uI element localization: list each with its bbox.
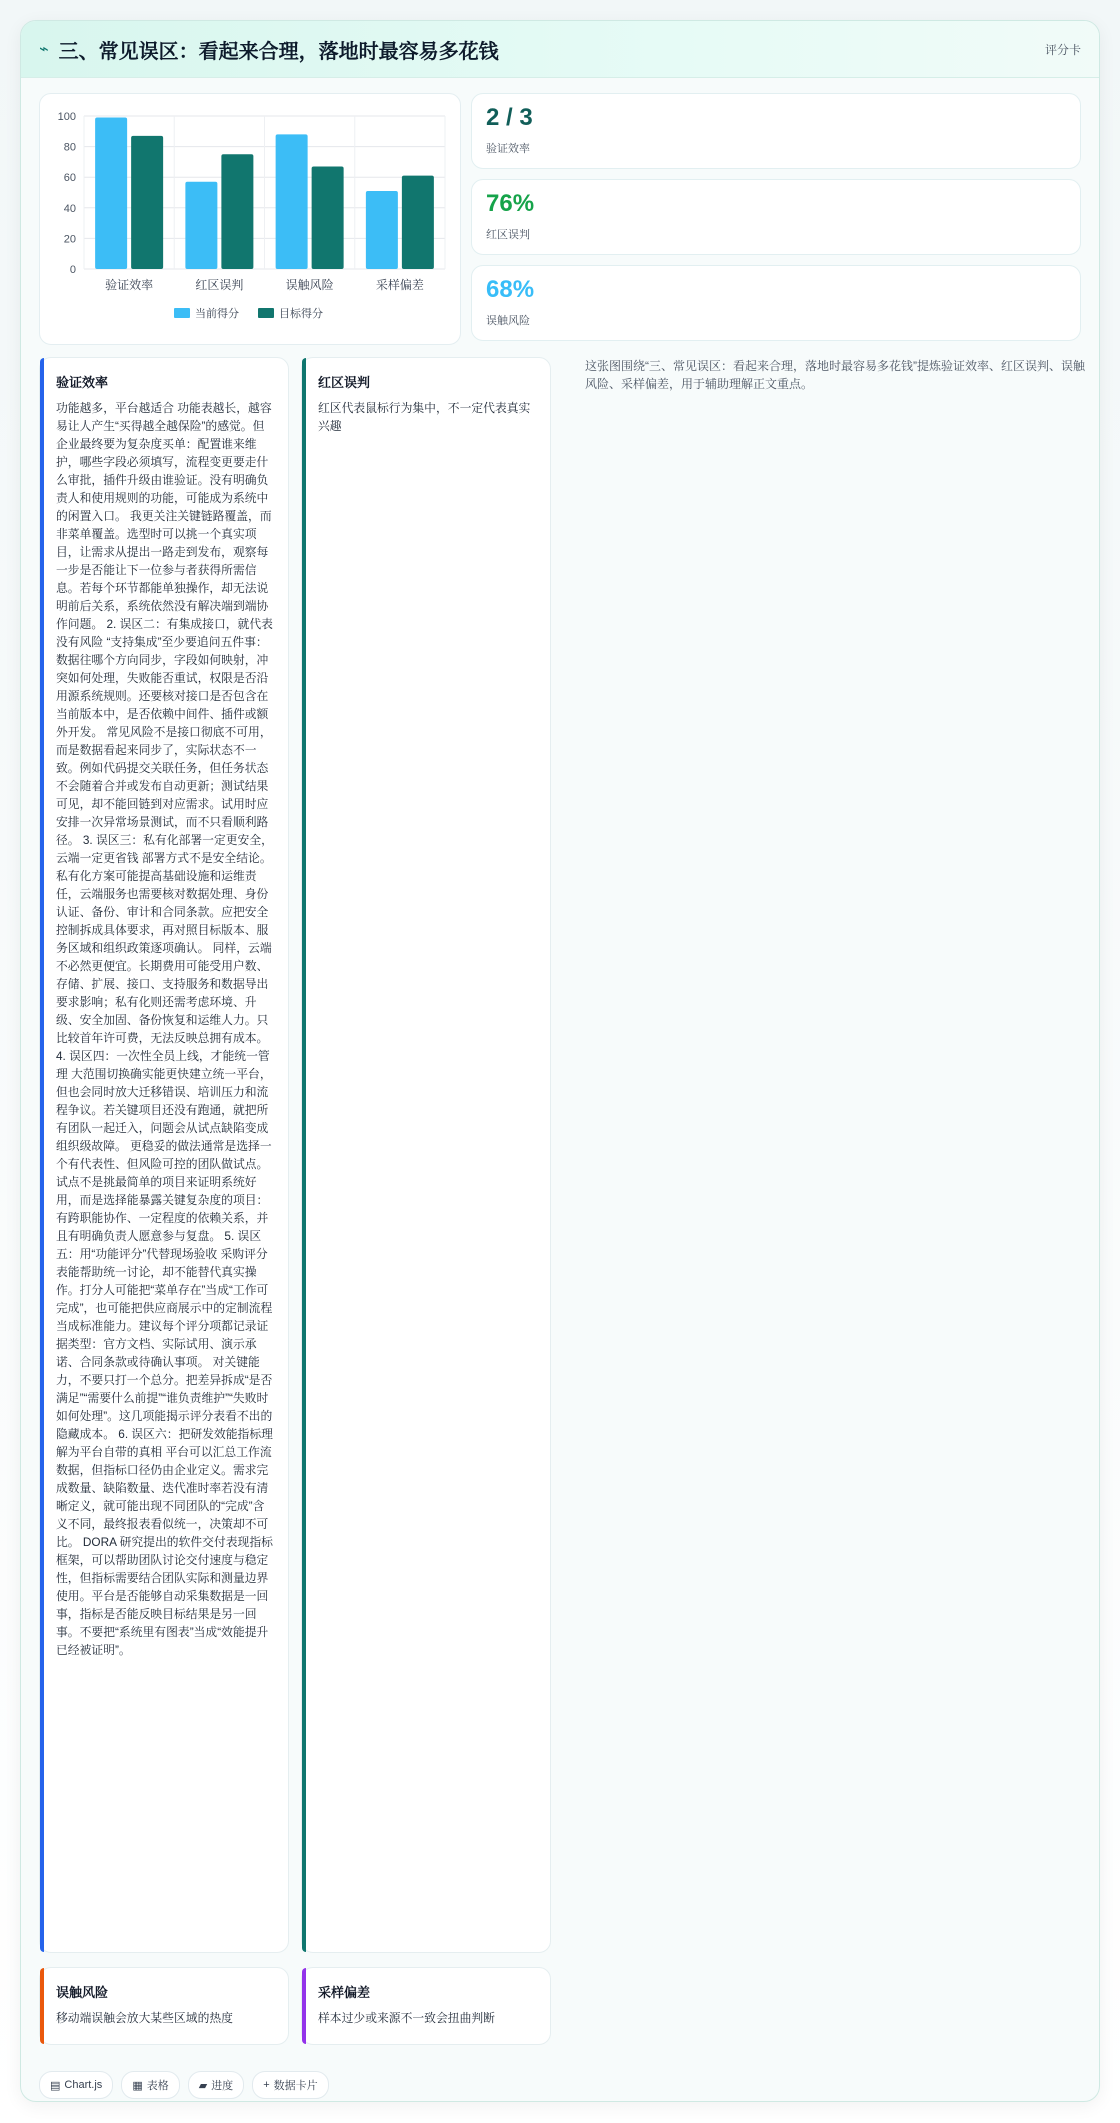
- y-tick-label: 40: [63, 202, 76, 215]
- y-tick-label: 80: [63, 141, 76, 154]
- kpi-label: 误触风险: [486, 315, 530, 327]
- chart-icon: ▤: [50, 2079, 61, 2092]
- y-tick-label: 100: [57, 111, 76, 123]
- bar-current: [185, 182, 217, 269]
- kpi-value: 68%: [486, 276, 535, 303]
- card-title: 红区误判: [318, 375, 371, 390]
- card-body: 移动端误触会放大某些区域的热度: [56, 2011, 233, 2025]
- y-tick-label: 0: [69, 264, 76, 276]
- chip-progress[interactable]: [188, 2071, 244, 2099]
- summary-note: 这张图围绕“三、常见误区：看起来合理，落地时最容易多花钱”提炼验证效率、红区误判、误触风险、采样偏差，用于辅助理解正文重点。: [585, 359, 1085, 391]
- x-tick-label: 验证效率: [105, 278, 154, 292]
- chip-data-card[interactable]: [252, 2071, 328, 2099]
- legend-swatch: [258, 308, 274, 318]
- insight-card-sampling: [301, 1967, 551, 2045]
- chip-label: Chart.js: [64, 2079, 103, 2091]
- bar-current: [366, 191, 398, 269]
- kpi-value: 2 / 3: [486, 104, 533, 131]
- kpi-value: 76%: [486, 190, 535, 217]
- legend-label: 目标得分: [279, 308, 323, 320]
- x-tick-label: 红区误判: [195, 278, 244, 292]
- accent-bar: [302, 358, 306, 1952]
- kpi-label: 红区误判: [486, 229, 530, 241]
- page-title: 三、常见误区：看起来合理，落地时最容易多花钱: [58, 40, 499, 63]
- panel-header: [21, 21, 1099, 78]
- kpi-card: [471, 179, 1081, 255]
- bar-target: [131, 136, 163, 269]
- legend-label: 当前得分: [195, 308, 239, 320]
- chip-label: 表格: [146, 2080, 169, 2092]
- kpi-card: [471, 265, 1081, 341]
- chip-table[interactable]: [121, 2071, 179, 2099]
- bar-target: [402, 176, 434, 269]
- x-tick-label: 误触风险: [285, 278, 334, 292]
- bar-chart: [40, 94, 460, 344]
- kpi-label: 验证效率: [486, 143, 530, 155]
- chip-label: 数据卡片: [273, 2080, 318, 2092]
- chip-label: 进度: [211, 2080, 234, 2092]
- bolt-icon: ⌁: [39, 41, 49, 58]
- card-body: 红区代表鼠标行为集中，不一定代表真实兴趣: [318, 401, 531, 433]
- plus-icon: +: [263, 2079, 270, 2091]
- title-wrap: [39, 35, 499, 64]
- y-tick-label: 60: [63, 172, 76, 185]
- accent-bar: [40, 1968, 44, 2044]
- tag-chips: [39, 2071, 329, 2099]
- insight-card-efficiency: [39, 357, 289, 1953]
- insight-card-mistouch: [39, 1967, 289, 2045]
- x-tick-label: 采样偏差: [375, 278, 424, 292]
- accent-bar: [302, 1968, 306, 2044]
- top-row: [39, 93, 1081, 343]
- y-tick-label: 20: [63, 233, 76, 246]
- accent-bar: [40, 358, 44, 1952]
- insight-card-redzone: [301, 357, 551, 1953]
- card-title: 误触风险: [56, 1985, 109, 2000]
- bar-chart-card: [39, 93, 461, 345]
- bar-target: [221, 154, 253, 269]
- table-icon: ▦: [132, 2079, 143, 2092]
- legend-swatch: [174, 308, 190, 318]
- scorecard-badge: 评分卡: [1044, 42, 1081, 57]
- card-title: 验证效率: [56, 375, 109, 390]
- kpi-card: [471, 93, 1081, 169]
- chip-chartjs[interactable]: [39, 2071, 113, 2099]
- card-body: 功能越多，平台越适合 功能表越长，越容易让人产生“买得越全越保险”的感觉。但企业最终要为复杂度买单：配置谁来维护，哪些字段必须填写，流程变更要走什么审批，插件升级由谁验证。没有明确负责人和使用规则的功能，可能成为系统中的闲置入口。 我更关注关键链路覆盖，而非菜单覆盖。选型时可以挑一个真实项目，让需求从提出一路走到发布，观察每一步是否能让下一位参与者获得所需信息。若每个环节都能单独操作，却无法说明前后关系，系统依然没有解决端到端协作问题。 2. 误区二：有集成接口，就代表没有风险 “支持集成”至少要追问五件事：数据往哪个方向同步，字段如何映射，冲突如何处理，失败能否重试，权限是否沿用源系统规则。还要核对接口是否包含在当前版本中，是否依赖中间件、插件或额外开发。 常见风险不是接口彻底不可用，而是数据看起来同步了，实际状态不一致。例如代码提交关联任务，但任务状态不会随着合并或发布自动更新；测试结果可见，却不能回链到对应需求。试用时应安排一次异常场景测试，而不只看顺利路径。 3. 误区三：私有化部署一定更安全，云端一定更省钱 部署方式不是安全结论。私有化方案可能提高基础设施和运维责任，云端服务也需要核对数据处理、身份认证、备份、审计和合同条款。应把安全控制拆成具体要求，再对照目标版本、服务区域和组织政策逐项确认。 同样，云端不必然更便宜。长期费用可能受用户数、存储、扩展、接口、支持服务和数据导出要求影响；私有化则还需考虑环境、升级、安全加固、备份恢复和运维人力。只比较首年许可费，无法反映总拥有成本。 4. 误区四：一次性全员上线，才能统一管理 大范围切换确实能更快建立统一平台，但也会同时放大迁移错误、培训压力和流程争议。若关键项目还没有跑通，就把所有团队一起迁入，问题会从试点缺陷变成组织级故障。 更稳妥的做法通常是选择一个有代表性、但风险可控的团队做试点。试点不是挑最简单的项目来证明系统好用，而是选择能暴露关键复杂度的项目：有跨职能协作、一定程度的依赖关系，并且有明确负责人愿意参与复盘。 5. 误区五：用“功能评分”代替现场验收 采购评分表能帮助统一讨论，却不能替代真实操作。打分人可能把“菜单存在”当成“工作可完成”，也可能把供应商展示中的定制流程当成标准能力。建议每个评分项都记录证据类型：官方文档、实际试用、演示承诺、合同条款或待确认事项。 对关键能力，不要只打一个总分。把差异拆成“是否满足”“需要什么前提”“谁负责维护”“失败时如何处理”。这几项能揭示评分表看不出的隐藏成本。 6. 误区六：把研发效能指标理解为平台自带的真相 平台可以汇总工作流数据，但指标口径仍由企业定义。需求完成数量、缺陷数量、迭代准时率若没有清晰定义，就可能出现不同团队的“完成”含义不同，最终报表看似统一，决策却不可比。 DORA 研究提出的软件交付表现指标框架，可以帮助团队讨论交付速度与稳定性，但指标需要结合团队实际和测量边界使用。平台是否能够自动采集数据是一回事，指标是否能反映目标结果是另一回事。不要把“系统里有图表”当成“效能提升已经被证明”。: [56, 401, 273, 1657]
- bar-current: [276, 134, 308, 269]
- progress-icon: ▰: [198, 2079, 208, 2092]
- scorecard-panel: [20, 20, 1100, 2102]
- bar-target: [312, 166, 344, 269]
- bar-current: [95, 118, 127, 269]
- kpi-list: [471, 93, 1079, 343]
- card-title: 采样偏差: [318, 1985, 371, 2000]
- card-body: 样本过少或来源不一致会扭曲判断: [318, 2011, 495, 2025]
